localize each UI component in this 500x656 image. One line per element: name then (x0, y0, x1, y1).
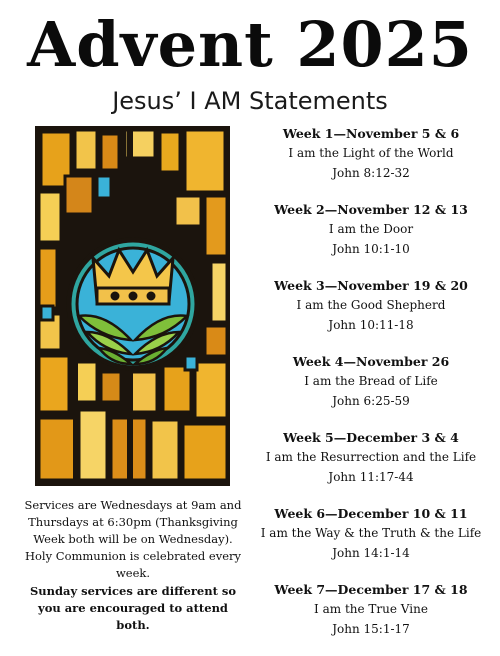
services-info (24, 497, 242, 634)
week-reference: John 11:17-44 (328, 470, 414, 484)
week-title: Week 3—November 19 & 20 (274, 278, 468, 293)
week-1 (258, 124, 484, 183)
week-3 (258, 276, 484, 335)
week-title: Week 7—December 17 & 18 (274, 582, 468, 597)
week-reference: John 15:1-17 (332, 622, 410, 636)
week-schedule (258, 124, 484, 656)
week-title: Week 1—November 5 & 6 (282, 126, 460, 141)
week-reference: John 6:25-59 (332, 394, 410, 408)
stained-glass-crown-icon (35, 126, 230, 486)
week-statement: I am the Light of the World (288, 146, 454, 160)
page-subtitle: Jesus’ I AM Statements (112, 87, 388, 115)
week-5 (258, 428, 484, 487)
week-statement: I am the True Vine (314, 602, 428, 616)
week-title: Week 6—December 10 & 11 (274, 506, 468, 521)
week-title: Week 4—November 26 (292, 354, 450, 369)
week-4 (258, 352, 484, 411)
week-reference: John 8:12-32 (332, 166, 410, 180)
services-text: Services are Wednesdays at 9am and Thursdays at 6:30pm (Thanksgiving Week both will be on Wednesday). Holy Communion is celebrated every week. (24, 498, 242, 580)
week-6 (258, 504, 484, 563)
services-note: Sunday services are different so you are encouraged to attend both. (29, 584, 237, 632)
week-title: Week 5—December 3 & 4 (283, 430, 459, 445)
week-statement: I am the Resurrection and the Life (265, 450, 477, 464)
week-reference: John 14:1-14 (332, 546, 410, 560)
page-title: Advent 2025 (27, 8, 473, 81)
week-reference: John 10:11-18 (328, 318, 414, 332)
week-7 (258, 580, 484, 639)
week-reference: John 10:1-10 (332, 242, 410, 256)
week-statement: I am the Good Shepherd (296, 298, 446, 312)
week-statement: I am the Door (328, 222, 414, 236)
week-title: Week 2—November 12 & 13 (274, 202, 468, 217)
week-2 (258, 200, 484, 259)
week-statement: I am the Way & the Truth & the Life (260, 526, 482, 540)
week-statement: I am the Bread of Life (304, 374, 438, 388)
